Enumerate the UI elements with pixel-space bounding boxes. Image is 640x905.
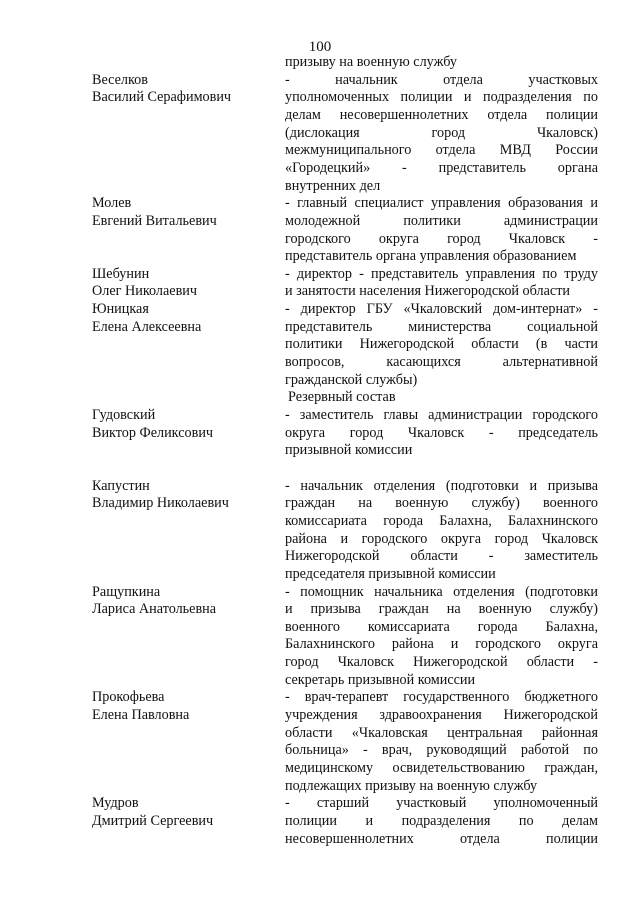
role-text-line: полиции и подразделения по делам [285, 812, 598, 829]
role-text-line: медицинскому освидетельствованию граждан, [285, 760, 598, 776]
role-text-line: Балахнинского района и городского округа [285, 636, 598, 653]
member-name-line: Шебунин [92, 265, 150, 282]
member-name-line: Елена Павловна [92, 707, 190, 724]
role-text-line: Нижегородской области - заместитель [285, 548, 598, 565]
role-text-line: представитель министерства социальной [285, 318, 598, 335]
role-text-line: - начальник отдела участковых [285, 71, 598, 88]
role-text-line: политики Нижегородской области (в части [285, 336, 598, 353]
member-name-line: Капустин [92, 477, 150, 494]
role-text-line: округа город Чкаловск - председатель [285, 424, 598, 441]
role-text-line: подлежащих призыву на военную службу [285, 777, 538, 794]
role-text-line: больница» - врач, руководящий работой по [285, 742, 598, 759]
role-text-line: молодежной политики администрации [285, 212, 598, 229]
role-text-line: - главный специалист управления образования и [285, 195, 598, 212]
role-text-line: района и городского округа город Чкаловск [285, 530, 598, 547]
member-name-line: Владимир Николаевич [92, 495, 229, 512]
role-text-line: секретарь призывной комиссии [285, 671, 476, 688]
member-name-line: Юницкая [92, 301, 149, 318]
role-text-line: председателя призывной комиссии [285, 565, 496, 582]
page-number: 100 [308, 39, 332, 55]
role-text-line: (дислокация город Чкаловск) [285, 124, 598, 141]
member-name-line: Дмитрий Сергеевич [92, 812, 214, 829]
role-text-line: призыву на военную службу [285, 54, 457, 70]
role-text-line: уполномоченных полиции и подразделения по [285, 89, 598, 106]
role-text-line: комиссариата города Балахна, Балахнинского [285, 512, 598, 529]
member-name-line: Василий Серафимович [92, 89, 232, 106]
role-text-line: межмуниципального отдела МВД России [285, 142, 598, 159]
role-text-line: несовершеннолетних отдела полиции [285, 830, 598, 847]
role-text-line: области «Чкаловская центральная районная [285, 724, 598, 741]
role-text-line: городского округа город Чкаловск - [285, 230, 598, 247]
role-text-line: и занятости населения Нижегородской области [285, 283, 570, 300]
role-text-line: делам несовершеннолетних отдела полиции [285, 106, 598, 123]
role-text-line: «Городецкий» - представитель органа [285, 159, 598, 176]
role-text-line: гражданской службы) [285, 371, 418, 388]
role-text-line: - старший участковый уполномоченный [285, 795, 598, 812]
member-name-line: Олег Николаевич [92, 283, 198, 300]
member-name-line: Евгений Витальевич [92, 212, 217, 229]
member-name-line: Молев [92, 195, 132, 212]
role-text-line: - врач-терапевт государственного бюджетного [285, 689, 598, 706]
role-text-line: военного комиссариата города Балахна, [285, 618, 598, 635]
member-name-line: Веселков [92, 71, 148, 88]
role-text-line: - директор - представитель управления по труду [285, 265, 598, 282]
role-text-line: - заместитель главы администрации городского [285, 407, 598, 423]
member-name-line: Лариса Анатольевна [92, 601, 217, 618]
role-text-line: и призыва граждан на военную службу) [285, 601, 598, 618]
role-text-line: учреждения здравоохранения Нижегородской [285, 707, 598, 724]
role-text-line: внутренних дел [285, 177, 381, 194]
section-heading: Резервный состав [288, 389, 396, 406]
member-name-line: Прокофьева [92, 689, 165, 706]
role-text-line: призывной комиссии [285, 442, 413, 459]
member-name-line: Виктор Феликсович [92, 424, 214, 441]
member-name-line: Мудров [92, 795, 139, 812]
role-text-line: - помощник начальника отделения (подготовки [285, 583, 598, 600]
role-text-line: граждан на военную службу) военного [285, 495, 598, 512]
member-name-line: Елена Алексеевна [92, 318, 202, 335]
role-text-line: представитель органа управления образованием [285, 248, 577, 265]
member-name-line: Гудовский [92, 407, 156, 423]
role-text-line: город Чкаловск Нижегородской области - [285, 654, 598, 671]
role-text-line: вопросов, касающихся альтернативной [285, 354, 598, 371]
member-name-line: Ращупкина [92, 583, 161, 600]
role-text-line: - директор ГБУ «Чкаловский дом-интернат» - [285, 301, 598, 318]
role-text-line: - начальник отделения (подготовки и призыва [285, 477, 598, 494]
